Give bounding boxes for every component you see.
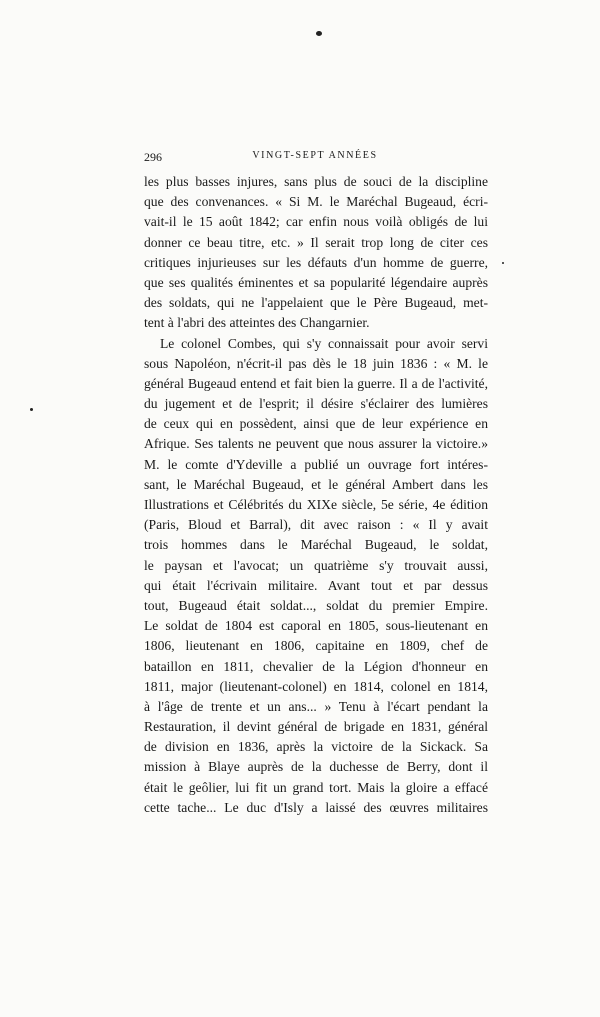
text-line: vait-il le 15 août 1842; car enfin nous voilà obligés de lui [144, 214, 488, 230]
text-line: 1806, lieutenant en 1806, capitaine en 1809, chef de [144, 638, 488, 654]
text-line: était le geôlier, lui fit un grand tort. Mais la gloire a effacé [144, 779, 488, 795]
text-line: trois hommes dans le Maréchal Bugeaud, le soldat, [144, 537, 488, 553]
text-line: Restauration, il devint général de brigade en 1831, général [144, 719, 488, 735]
scan-speck [502, 262, 504, 264]
text-line: de ceux qui en possèdent, ainsi que de leur expérience en [144, 416, 488, 432]
text-line: le paysan et l'avocat; un quatrième s'y trouvait aussi, [144, 557, 488, 573]
running-title: VINGT-SEPT ANNÉES [252, 150, 378, 161]
text-line: que des convenances. « Si M. le Maréchal Bugeaud, écri- [144, 194, 488, 210]
text-line: les plus basses injures, sans plus de souci de la discipline [144, 174, 488, 189]
text-line: critiques injurieuses sur les défauts d'un homme de guerre, [144, 254, 488, 270]
text-line: du jugement et de l'esprit; il désire s'éclairer des lumières [144, 396, 488, 412]
text-line: bataillon en 1811, chevalier de la Légion d'honneur en [144, 658, 488, 674]
scan-speck [316, 31, 322, 36]
page-header [144, 150, 486, 168]
text-line: tent à l'abri des atteintes des Changarnier. [144, 315, 370, 331]
text-line: 1811, major (lieutenant-colonel) en 1814, colonel en 1814, [144, 678, 488, 694]
text-line: général Bugeaud entend et fait bien la guerre. Il a de l'activité, [144, 375, 488, 391]
text-line: mission à Blaye auprès de la duchesse de Berry, dont il [144, 759, 488, 775]
text-line: (Paris, Bloud et Barral), dit avec raison : « Il y avait [144, 517, 488, 533]
text-line: à l'âge de trente et un ans... » Tenu à l'écart pendant la [144, 698, 488, 714]
text-line: qui était l'écrivain militaire. Avant tout et par dessus [144, 577, 488, 593]
text-line: Le soldat de 1804 est caporal en 1805, sous-lieutenant en [144, 618, 488, 634]
text-line: cette tache... Le duc d'Isly a laissé des œuvres militaires [144, 799, 488, 815]
body-text [144, 172, 488, 818]
text-line: donner ce beau titre, etc. » Il serait trop long de citer ces [144, 234, 488, 250]
text-line: sous Napoléon, n'écrit-il pas dès le 18 juin 1836 : « M. le [144, 355, 488, 371]
page-number: 296 [144, 150, 162, 164]
text-line: Afrique. Ses talents ne peuvent que nous assurer la victoire.» [144, 436, 488, 452]
text-line: tout, Bugeaud était soldat..., soldat du premier Empire. [144, 597, 488, 613]
text-line: que ses qualités éminentes et sa popularité légendaire auprès [144, 274, 488, 290]
text-line: Illustrations et Célébrités du XIXe siècle, 5e série, 4e édition [144, 497, 488, 512]
text-line: des soldats, qui ne l'appelaient que le Père Bugeaud, met- [144, 295, 488, 311]
text-line: Le colonel Combes, qui s'y connaissait pour avoir servi [160, 335, 488, 351]
scan-speck [30, 408, 33, 411]
text-line: sant, le Maréchal Bugeaud, et le général Ambert dans les [144, 476, 488, 492]
text-line: M. le comte d'Ydeville a publié un ouvrage fort intéres- [144, 456, 488, 472]
text-line: de division en 1836, après la victoire de la Sickack. Sa [144, 739, 488, 755]
